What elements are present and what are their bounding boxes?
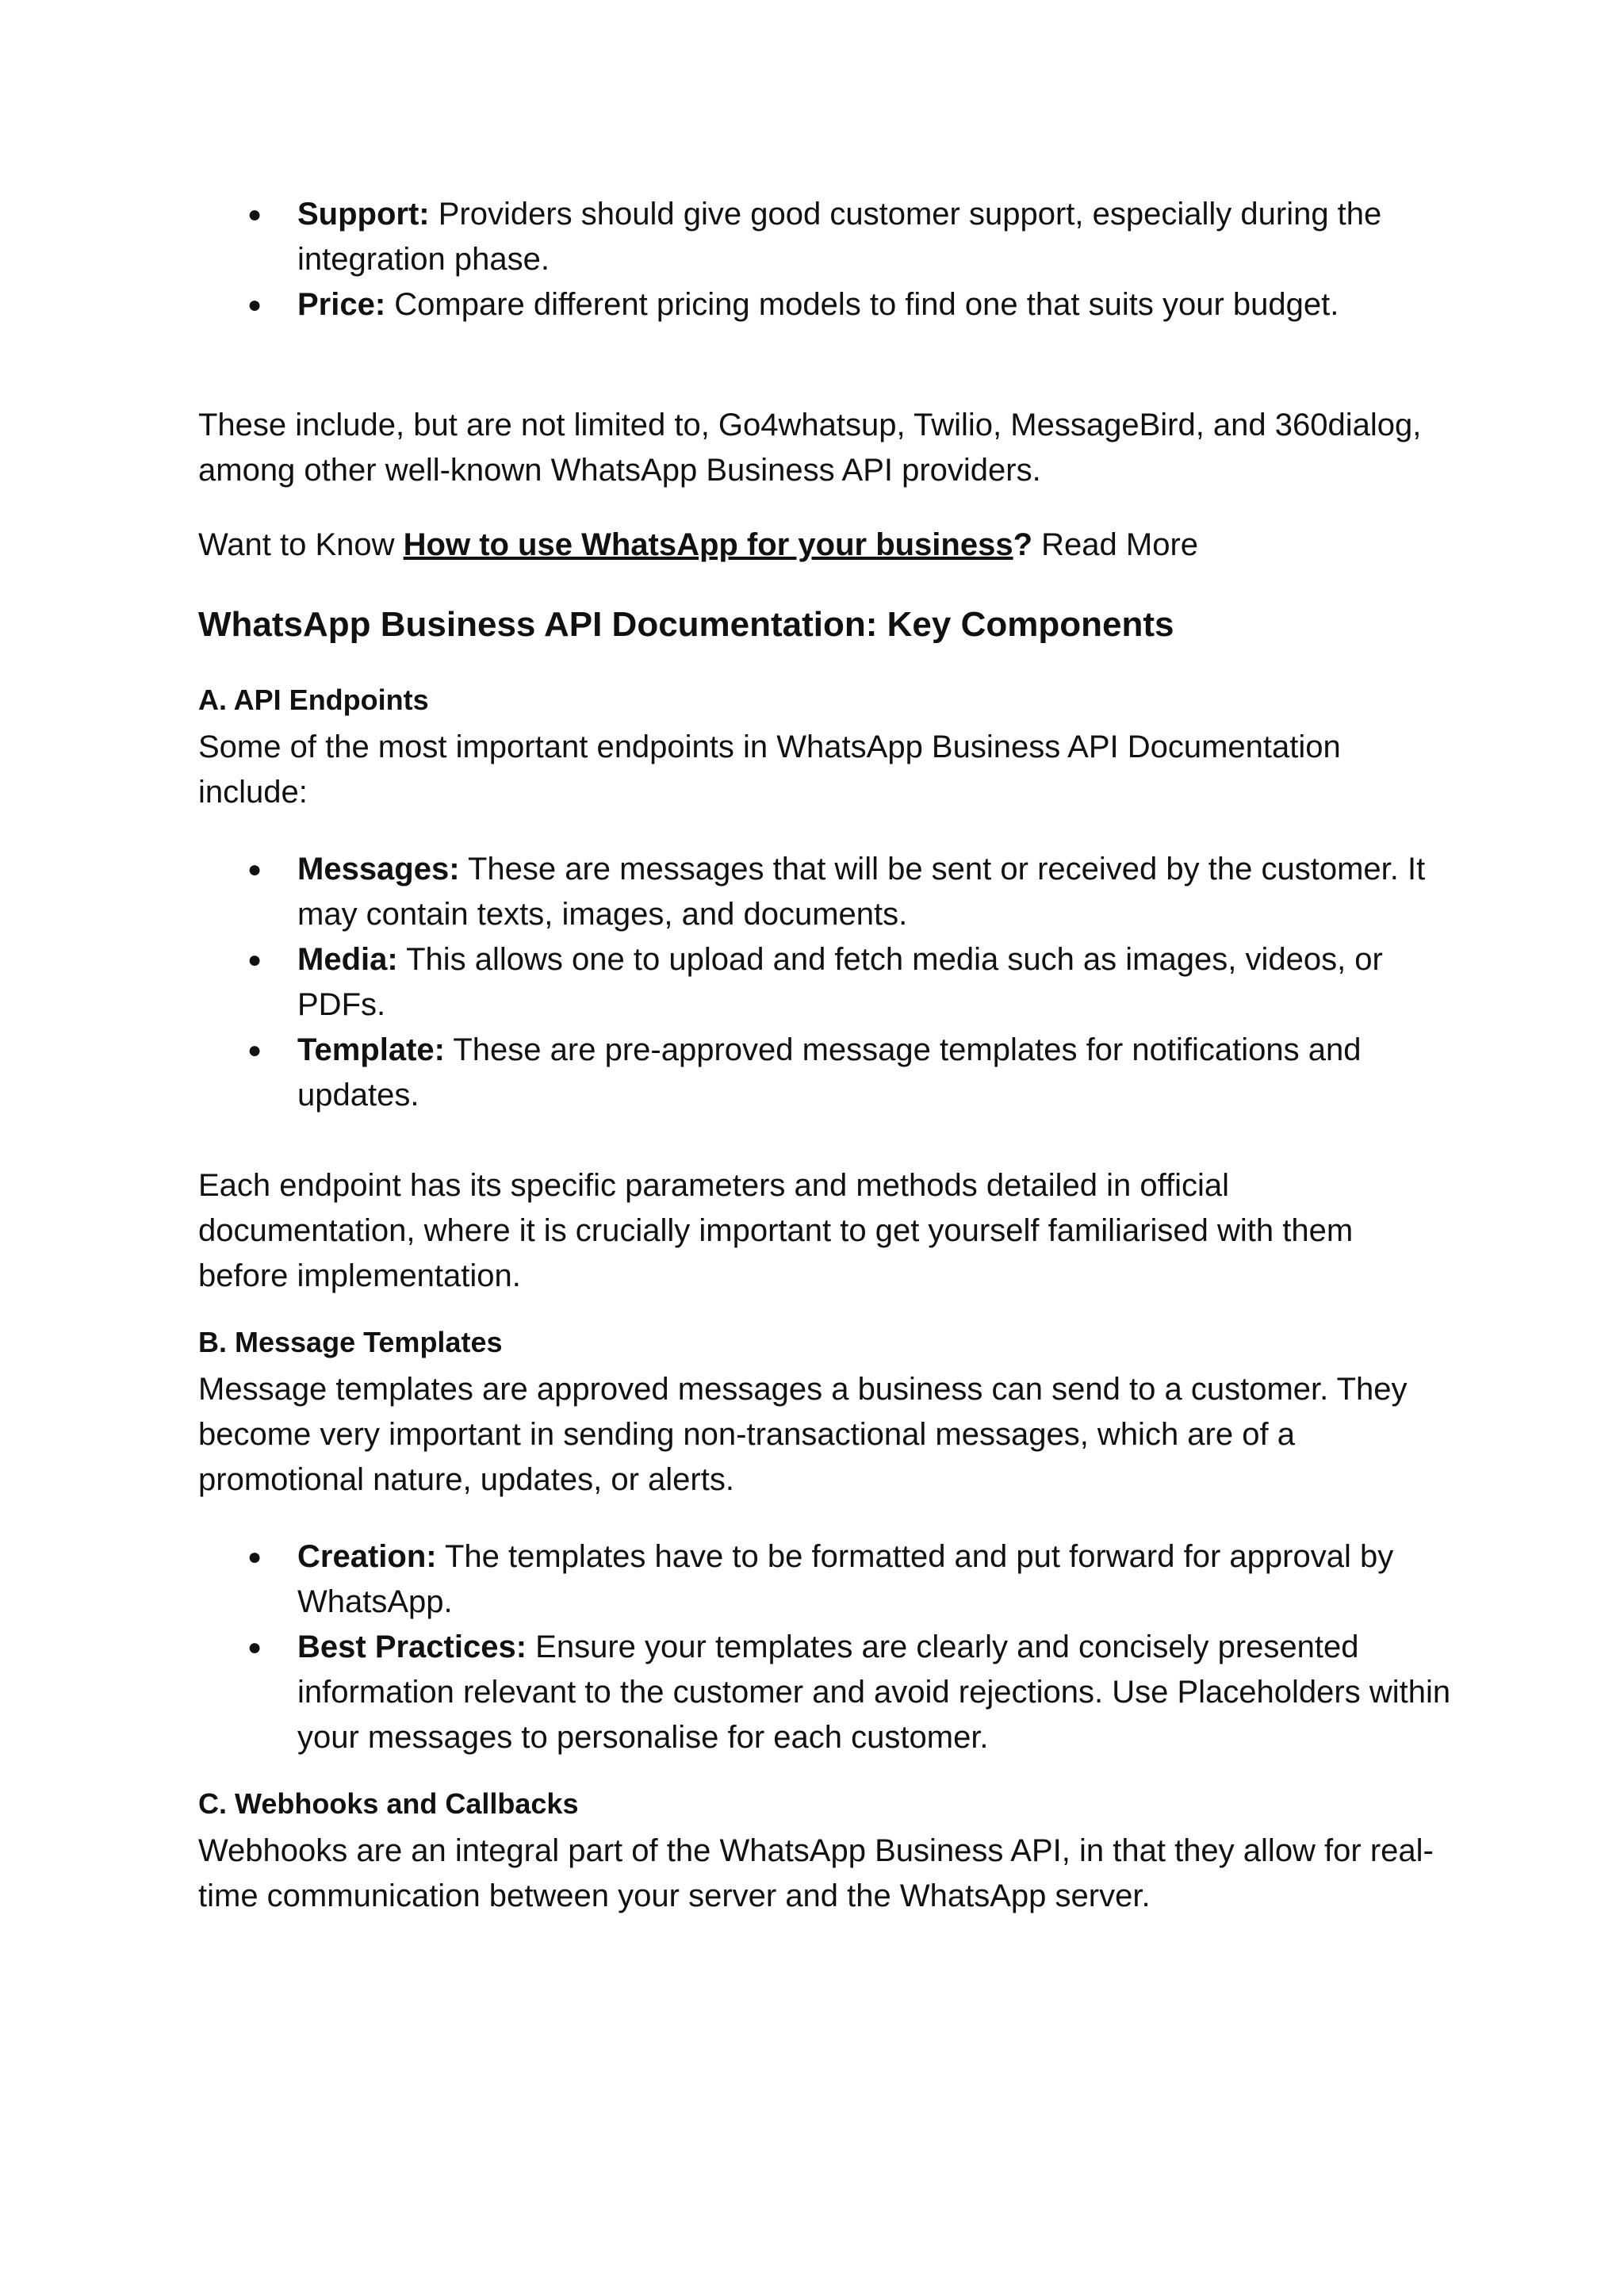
api-endpoints-intro: Some of the most important endpoints in WhatsApp Business API Documentation include: <box>198 730 1341 810</box>
api-endpoints-heading: A. API Endpoints <box>198 684 429 716</box>
list-item-text: Compare different pricing models to find one that suits your budget. <box>385 287 1339 322</box>
list-item-text: The templates have to be formatted and put forward for approval by WhatsApp. <box>297 1539 1394 1619</box>
bullet-icon: ● <box>247 201 262 228</box>
bullet-icon: ● <box>247 1037 262 1063</box>
read-more-text: Read More <box>1032 527 1199 562</box>
list-item-term: Messages: <box>297 852 460 887</box>
webhooks-heading: C. Webhooks and Callbacks <box>198 1787 579 1820</box>
want-to-know-prefix: Want to Know <box>198 527 404 562</box>
list-item-term: Price: <box>297 287 386 322</box>
webhooks-intro: Webhooks are an integral part of the WhatsApp Business API, in that they allow for real-time communication between your server and the WhatsApp server. <box>198 1833 1434 1913</box>
list-item <box>198 282 1451 327</box>
list-item-text: These are messages that will be sent or received by the customer. It may contain texts, images, and documents. <box>297 852 1426 932</box>
list-item-term: Support: <box>297 197 430 232</box>
bullet-icon: ● <box>247 856 262 883</box>
list-item-text: Providers should give good customer support, especially during the integration phase. <box>297 197 1382 277</box>
list-item-term: Best Practices: <box>297 1630 527 1664</box>
question-mark: ? <box>1013 527 1033 562</box>
want-to-know-line <box>198 523 1451 568</box>
how-to-use-whatsapp-link[interactable]: How to use WhatsApp for your business <box>403 527 1013 562</box>
bullet-icon: ● <box>247 1544 262 1570</box>
endpoints-bullet-list <box>198 847 1451 1118</box>
api-endpoints-outro: Each endpoint has its specific parameters and methods detailed in official documentation, where it is crucially important to get yourself familiarised with them before implementation. <box>198 1168 1354 1293</box>
list-item <box>198 1534 1451 1625</box>
list-item-term: Media: <box>297 942 398 977</box>
message-templates-intro: Message templates are approved messages a business can send to a customer. They become very important in sending non-transactional messages, which are of a promotional nature, updates, or alerts. <box>198 1372 1408 1497</box>
list-item <box>198 1625 1451 1760</box>
bullet-icon: ● <box>247 292 262 318</box>
list-item-text: This allows one to upload and fetch media such as images, videos, or PDFs. <box>297 942 1383 1022</box>
providers-paragraph: These include, but are not limited to, Go4whatsup, Twilio, MessageBird, and 360dialog, among other well-known WhatsApp Business API providers. <box>198 408 1422 488</box>
list-item-text: These are pre-approved message templates for notifications and updates. <box>297 1032 1362 1113</box>
section-heading: WhatsApp Business API Documentation: Key Components <box>198 605 1174 644</box>
list-item-term: Creation: <box>297 1539 437 1574</box>
document-page <box>198 192 1451 1919</box>
list-item-term: Template: <box>297 1032 445 1067</box>
bullet-icon: ● <box>247 1634 262 1660</box>
list-item <box>198 1028 1451 1118</box>
message-templates-heading: B. Message Templates <box>198 1326 503 1358</box>
templates-bullet-list <box>198 1534 1451 1760</box>
list-item <box>198 937 1451 1028</box>
list-item <box>198 847 1451 937</box>
bullet-icon: ● <box>247 947 262 973</box>
intro-bullet-list <box>198 192 1451 327</box>
list-item-text: Ensure your templates are clearly and concisely presented information relevant to the customer and avoid rejections. Use Placeholders within your messages to personalise for each customer. <box>297 1630 1451 1755</box>
list-item <box>198 192 1451 282</box>
